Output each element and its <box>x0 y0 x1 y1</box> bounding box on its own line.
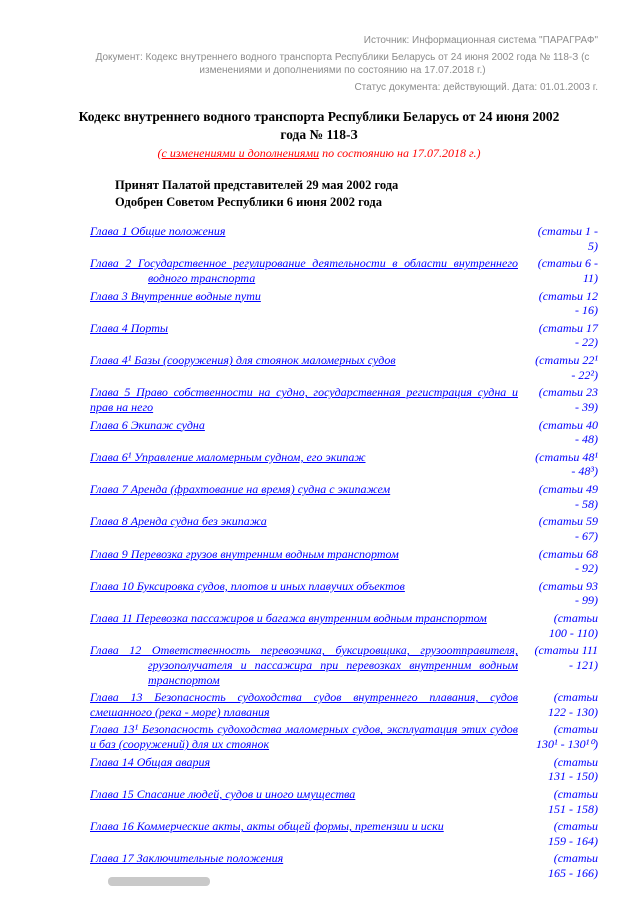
toc-articles-range: (статьи 40 - 48) <box>538 417 598 447</box>
toc-chapter-link[interactable]: Глава 1 Общие положения <box>90 224 226 239</box>
horizontal-scrollbar-thumb[interactable] <box>108 877 210 886</box>
toc-articles-range: (статьи 48¹ - 48³) <box>535 449 598 479</box>
toc-chapter-link[interactable]: Глава 14 Общая авария <box>90 754 211 769</box>
toc-row <box>90 643 598 687</box>
toc-chapter-link[interactable]: Глава 8 Аренда судна без экипажа <box>90 514 267 529</box>
toc-row <box>90 787 598 816</box>
toc-articles-range: (статьи 6 - 11) <box>537 256 598 285</box>
toc-row <box>90 547 598 576</box>
toc-articles-range: (статьи 159 - 164) <box>548 819 598 848</box>
toc-chapter-link[interactable]: Глава 4¹ Базы (сооружения) для стоянок маломерных судов <box>90 353 396 368</box>
toc-row <box>90 450 598 479</box>
toc-row <box>90 722 598 751</box>
toc-articles-range: (статьи 49 - 58) <box>538 482 598 511</box>
toc-row <box>90 418 598 447</box>
toc-chapter-link[interactable]: Глава 9 Перевозка грузов внутренним водным транспортом <box>90 546 399 561</box>
toc-row <box>90 353 598 382</box>
amendment-note <box>40 146 598 161</box>
approved-by-line: Одобрен Советом Республики 6 июня 2002 года <box>115 194 382 209</box>
toc-chapter-link[interactable]: Глава 10 Буксировка судов, плотов и иных плавучих объектов <box>90 578 405 593</box>
toc-chapter-link[interactable]: Глава 2 Государственное регулирование деятельности в области внутреннего водного транспорта <box>90 256 518 285</box>
toc-articles-range: (статьи 165 - 166) <box>548 851 598 881</box>
amendment-history-link[interactable]: с изменениями и дополнениями <box>161 146 320 161</box>
toc-articles-range: (статьи 122 - 130) <box>548 690 598 719</box>
toc-row <box>90 385 598 414</box>
toc-chapter-link[interactable]: Глава 7 Аренда (фрахтование на время) судна с экипажем <box>90 482 391 497</box>
toc-articles-range: (статьи 100 - 110) <box>548 611 598 640</box>
toc-articles-range: (статьи 131 - 150) <box>548 754 598 784</box>
toc-articles-range: (статьи 59 - 67) <box>538 514 598 543</box>
toc-row <box>90 611 598 640</box>
adopted-by-line: Принят Палатой представителей 29 мая 2002 года <box>115 178 399 193</box>
table-of-contents <box>90 224 598 881</box>
toc-chapter-link[interactable]: Глава 17 Заключительные положения <box>90 851 284 866</box>
document-title: Кодекс внутреннего водного транспорта Республики Беларусь от 24 июня 2002 года № 118-З <box>78 109 560 142</box>
toc-articles-range: (статьи 68 - 92) <box>538 546 598 576</box>
toc-chapter-link[interactable]: Глава 13¹ Безопасность судоходства маломерных судов, эксплуатация этих судов и баз (сооружений) для их стоянок <box>90 722 518 752</box>
toc-chapter-link[interactable]: Глава 12 Ответственность перевозчика, буксировщика, грузоотправителя, грузополучателя и пассажира при перевозках внутренним водным транспортом <box>90 643 518 687</box>
adoption-block <box>115 177 598 210</box>
toc-articles-range: (статьи 17 - 22) <box>538 320 598 350</box>
toc-chapter-link[interactable]: Глава 3 Внутренние водные пути <box>90 288 261 303</box>
header-source: Источник: Информационная система "ПАРАГРАФ" <box>363 35 598 46</box>
toc-chapter-link[interactable]: Глава 6 Экипаж судна <box>90 417 205 432</box>
toc-row <box>90 755 598 784</box>
toc-articles-range: (статьи 12 - 16) <box>538 288 598 318</box>
toc-row <box>90 819 598 848</box>
toc-chapter-link[interactable]: Глава 16 Коммерческие акты, акты общей формы, претензии и иски <box>90 819 444 834</box>
amendment-tail: по состоянию на 17.07.2018 г.) <box>319 146 481 161</box>
toc-chapter-link[interactable]: Глава 4 Порты <box>90 320 168 335</box>
toc-chapter-link[interactable]: Глава 6¹ Управление маломерным судном, его экипаж <box>90 449 366 464</box>
toc-row <box>90 321 598 350</box>
toc-row <box>90 514 598 543</box>
toc-articles-range: (статьи 1 - 5) <box>537 224 598 253</box>
document-header <box>40 34 598 94</box>
amendment-paren: ( <box>157 146 162 161</box>
toc-chapter-link[interactable]: Глава 13 Безопасность судоходства судов внутреннего плавания, судов смешанного (река - море) плавания <box>90 690 518 719</box>
toc-chapter-link[interactable]: Глава 15 Спасание людей, судов и иного имущества <box>90 786 356 801</box>
toc-row <box>90 579 598 608</box>
toc-row <box>90 224 598 253</box>
toc-row <box>90 690 598 719</box>
toc-articles-range: (статьи 130¹ - 130¹⁰) <box>536 722 598 752</box>
toc-row <box>90 289 598 318</box>
toc-articles-range: (статьи 93 - 99) <box>538 578 598 608</box>
toc-chapter-link[interactable]: Глава 5 Право собственности на судно, государственная регистрация судна и прав на него <box>90 385 518 414</box>
toc-articles-range: (статьи 23 - 39) <box>538 385 598 414</box>
header-status: Статус документа: действующий. Дата: 01.01.2003 г. <box>354 81 598 93</box>
toc-articles-range: (статьи 111 - 121) <box>534 643 598 672</box>
toc-articles-range: (статьи 151 - 158) <box>548 786 598 816</box>
header-document-description: Документ: Кодекс внутреннего водного транспорта Республики Беларусь от 24 июня 2002 года № 118-З (с изменениями и дополнениями по состоянию на 17.07.2018 г.) <box>95 51 590 76</box>
toc-chapter-link[interactable]: Глава 11 Перевозка пассажиров и багажа внутренним водным транспортом <box>90 611 487 626</box>
toc-row <box>90 256 598 285</box>
toc-row <box>90 482 598 511</box>
toc-articles-range: (статьи 22¹ - 22²) <box>535 353 598 382</box>
